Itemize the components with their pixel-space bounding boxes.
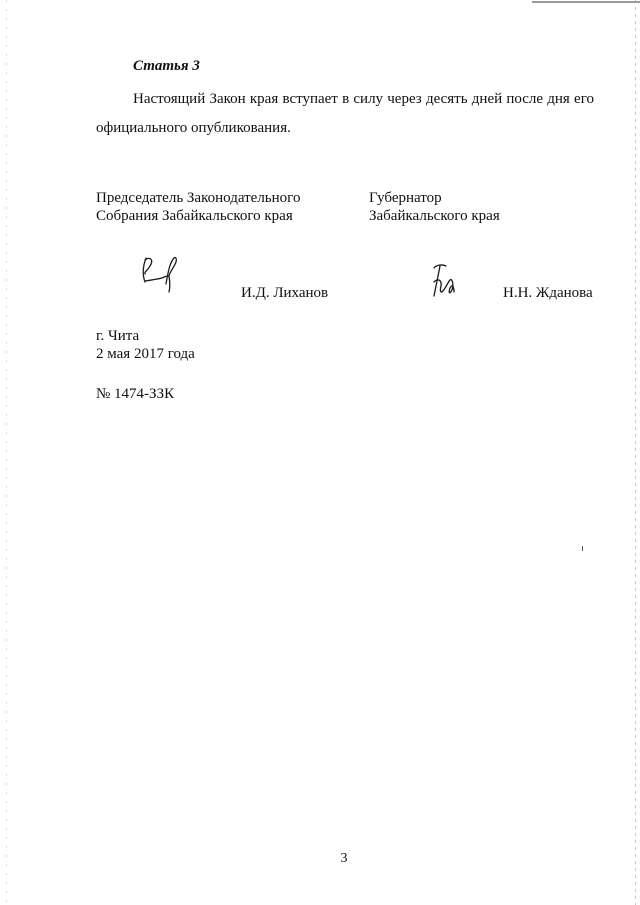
chairman-title-line2: Собрания Забайкальского края [96, 208, 293, 224]
document-number: № 1474-ЗЗК [96, 386, 175, 402]
city: г. Чита [96, 328, 140, 344]
place-date [96, 327, 195, 363]
chairman-name: И.Д. Лиханов [241, 285, 329, 301]
chairman-title-line1: Председатель Законодательного [96, 190, 301, 206]
article-body: Настоящий Закон края вступает в силу через десять дней после дня его официального опубликования. [96, 91, 594, 136]
scan-edge-top [532, 1, 640, 3]
chairman-signature [136, 252, 186, 294]
governor-title [369, 189, 500, 225]
page-number: 3 [340, 851, 348, 866]
article-title: Статья 3 [133, 58, 200, 74]
chairman-title [96, 189, 300, 225]
governor-title-line1: Губернатор [369, 190, 442, 206]
scan-edge-left [6, 0, 7, 905]
date: 2 мая 2017 года [96, 346, 195, 362]
governor-title-line2: Забайкальского края [369, 208, 500, 224]
governor-signature [428, 262, 462, 302]
scan-speck [582, 546, 583, 551]
scan-edge-right [635, 0, 636, 905]
governor-name: Н.Н. Жданова [503, 285, 593, 301]
